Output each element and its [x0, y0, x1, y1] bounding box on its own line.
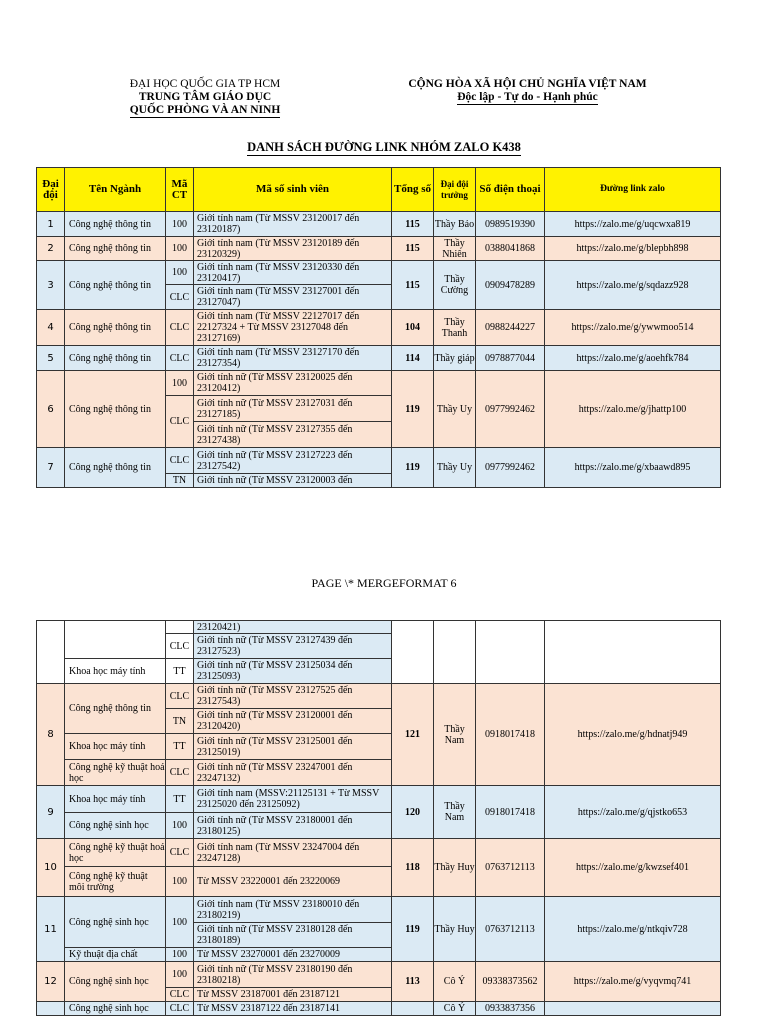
table-row — [37, 897, 721, 923]
nganh-cell: Khoa học máy tính — [65, 734, 166, 760]
zalo-link[interactable]: https://zalo.me/g/qjstko653 — [545, 786, 721, 839]
table-row — [37, 962, 721, 988]
ct-cell: CLC — [166, 634, 194, 659]
zalo-link[interactable]: https://zalo.me/g/kwzsef401 — [545, 839, 721, 897]
table-row — [37, 261, 721, 285]
ct-cell: TN — [166, 709, 194, 734]
col-header-tong: Tổng số — [392, 168, 434, 212]
mssv-cell: Từ MSSV 23187001 đến 23187121 — [194, 988, 392, 1002]
leader-cell: Thầy giáp — [434, 346, 476, 371]
col-header-nganh: Tên Ngành — [65, 168, 166, 212]
nganh-cell: Công nghệ kỹ thuật môi trường — [65, 867, 166, 897]
mssv-cell: 23120421) — [194, 621, 392, 634]
mssv-cell: Giới tính nữ (Từ MSSV 23180001 đến 23180125) — [194, 813, 392, 839]
zalo-link-table-page-2 — [36, 620, 721, 1016]
ct-cell: 100 — [166, 237, 194, 261]
mssv-cell: Từ MSSV 23220001 đến 23220069 — [194, 867, 392, 897]
ct-cell: CLC — [166, 684, 194, 709]
phone-cell: 0977992462 — [476, 448, 545, 488]
mssv-cell: Giới tính nữ (Từ MSSV 23127439 đến 23127523) — [194, 634, 392, 659]
nganh-cell: Kỹ thuật địa chất — [65, 948, 166, 962]
mssv-cell: Giới tính nữ (Từ MSSV 23180128 đến 23180189) — [194, 923, 392, 948]
ct-cell: TT — [166, 786, 194, 813]
leader-cell: Thầy Thanh — [434, 310, 476, 346]
zalo-link[interactable]: https://zalo.me/g/ywwmoo514 — [545, 310, 721, 346]
total-cell: 120 — [392, 786, 434, 839]
nganh-cell: Công nghệ thông tin — [65, 346, 166, 371]
total-cell: 115 — [392, 261, 434, 310]
nganh-cell: Công nghệ thông tin — [65, 261, 166, 310]
ct-cell: TN — [166, 474, 194, 488]
table-row — [37, 621, 721, 634]
phone-cell: 0988244227 — [476, 310, 545, 346]
nganh-cell: Khoa học máy tính — [65, 786, 166, 813]
table-row — [37, 371, 721, 396]
doi-number: 5 — [37, 346, 65, 371]
total-cell: 114 — [392, 346, 434, 371]
total-cell: 118 — [392, 839, 434, 897]
doi-number: 7 — [37, 448, 65, 488]
mssv-cell: Giới tính nữ (Từ MSSV 23247001 đến 23247132) — [194, 760, 392, 786]
col-header-mssv: Mã số sinh viên — [194, 168, 392, 212]
zalo-link[interactable]: https://zalo.me/g/ntkqiv728 — [545, 897, 721, 962]
nganh-cell: Công nghệ sinh học — [65, 1002, 166, 1016]
leader-cell: Thầy Huy — [434, 839, 476, 897]
mssv-cell: Giới tính nam (Từ MSSV 22127017 đến 22127324 + Từ MSSV 23127048 đến 23127169) — [194, 310, 392, 346]
phone-cell: 0763712113 — [476, 839, 545, 897]
issuer-line-1: ĐẠI HỌC QUỐC GIA TP HCM — [129, 78, 281, 90]
nganh-cell: Công nghệ kỹ thuật hoá học — [65, 839, 166, 867]
ct-cell: CLC — [166, 310, 194, 346]
doi-number: 1 — [37, 212, 65, 237]
nganh-cell: Khoa học máy tính — [65, 659, 166, 684]
table-row — [37, 346, 721, 371]
ct-cell: 100 — [166, 948, 194, 962]
ct-cell: 100 — [166, 212, 194, 237]
mssv-cell: Giới tính nam (Từ MSSV 23120189 đến 23120329) — [194, 237, 392, 261]
ct-cell: 100 — [166, 261, 194, 285]
ct-cell: 100 — [166, 962, 194, 988]
ct-cell: 100 — [166, 867, 194, 897]
ct-cell: TT — [166, 659, 194, 684]
nganh-cell: Công nghệ thông tin — [65, 684, 166, 734]
table-row — [37, 237, 721, 261]
doi-number: 10 — [37, 839, 65, 897]
leader-cell: Thầy Cường — [434, 261, 476, 310]
nganh-cell: Công nghệ kỹ thuật hoá học — [65, 760, 166, 786]
zalo-link[interactable]: https://zalo.me/g/aoehfk784 — [545, 346, 721, 371]
phone-cell: 0989519390 — [476, 212, 545, 237]
nganh-cell: Công nghệ thông tin — [65, 212, 166, 237]
zalo-link[interactable]: https://zalo.me/g/vyqvmq741 — [545, 962, 721, 1002]
mssv-cell: Từ MSSV 23187122 đến 23187141 — [194, 1002, 392, 1016]
mssv-cell: Giới tính nam (Từ MSSV 23180010 đến 23180219) — [194, 897, 392, 923]
doi-number: 11 — [37, 897, 65, 962]
ct-cell: CLC — [166, 760, 194, 786]
leader-cell: Thầy Huy — [434, 897, 476, 962]
issuer-line-2: TRUNG TÂM GIÁO DỤC — [138, 91, 272, 103]
mssv-cell: Từ MSSV 23270001 đến 23270009 — [194, 948, 392, 962]
table-row — [37, 212, 721, 237]
page-field-code: PAGE \* MERGEFORMAT 6 — [311, 576, 457, 590]
total-cell: 115 — [392, 237, 434, 261]
mssv-cell: Giới tính nam (Từ MSSV 23127001 đến 23127047) — [194, 285, 392, 310]
doi-number: 9 — [37, 786, 65, 839]
total-cell: 104 — [392, 310, 434, 346]
col-header-doi: Đại đội — [37, 168, 65, 212]
mssv-cell: Giới tính nam (Từ MSSV 23120017 đến 23120187) — [194, 212, 392, 237]
mssv-cell: Giới tính nữ (Từ MSSV 23180190 đến 23180218) — [194, 962, 392, 988]
doi-number: 8 — [37, 684, 65, 786]
national-motto-block — [385, 78, 670, 105]
motto-line-1: CỘNG HÒA XÃ HỘI CHỦ NGHĨA VIỆT NAM — [408, 78, 647, 90]
phone-cell: 0978877044 — [476, 346, 545, 371]
ct-cell: CLC — [166, 285, 194, 310]
table-row — [37, 310, 721, 346]
table-row — [37, 1002, 721, 1016]
zalo-link[interactable]: https://zalo.me/g/uqcwxa819 — [545, 212, 721, 237]
leader-cell: Thầy Nam — [434, 684, 476, 786]
zalo-link[interactable]: https://zalo.me/g/sqdazz928 — [545, 261, 721, 310]
mssv-cell: Giới tính nam (Từ MSSV 23247004 đến 23247128) — [194, 839, 392, 867]
ct-cell: 100 — [166, 813, 194, 839]
issuer-block — [100, 78, 310, 118]
phone-cell: 09338373562 — [476, 962, 545, 1002]
leader-cell: Thầy Uy — [434, 371, 476, 448]
total-cell: 115 — [392, 212, 434, 237]
ct-cell: 100 — [166, 371, 194, 396]
ct-cell: CLC — [166, 839, 194, 867]
mssv-cell: Giới tính nữ (Từ MSSV 23120025 đến 23120412) — [194, 371, 392, 396]
ct-cell: CLC — [166, 1002, 194, 1016]
col-header-sdt: Số điện thoại — [476, 168, 545, 212]
mssv-cell: Giới tính nữ (Từ MSSV 23120001 đến 23120420) — [194, 709, 392, 734]
nganh-cell: Công nghệ thông tin — [65, 310, 166, 346]
mssv-cell: Giới tính nữ (Từ MSSV 23127031 đến 23127185) — [194, 396, 392, 422]
issuer-line-3: QUỐC PHÒNG VÀ AN NINH — [129, 104, 281, 116]
mssv-cell: Giới tính nữ (Từ MSSV 23127223 đến 23127542) — [194, 448, 392, 474]
nganh-cell: Công nghệ thông tin — [65, 237, 166, 261]
doi-number: 3 — [37, 261, 65, 310]
leader-cell: Thầy Uy — [434, 448, 476, 488]
total-cell: 121 — [392, 684, 434, 786]
doi-number: 2 — [37, 237, 65, 261]
mssv-cell: Giới tính nữ (Từ MSSV 23120003 đến — [194, 474, 392, 488]
nganh-cell: Công nghệ thông tin — [65, 371, 166, 448]
table-row — [37, 786, 721, 813]
total-cell: 119 — [392, 897, 434, 962]
total-cell: 119 — [392, 371, 434, 448]
ct-cell: 100 — [166, 897, 194, 948]
zalo-link-table-page-1 — [36, 167, 721, 488]
table-row — [37, 448, 721, 474]
mssv-cell: Giới tính nữ (Từ MSSV 23127355 đến 23127438) — [194, 422, 392, 448]
leader-cell: Thầy Bảo — [434, 212, 476, 237]
phone-cell: 0933837356 — [476, 1002, 545, 1016]
total-cell: 119 — [392, 448, 434, 488]
nganh-cell: Công nghệ sinh học — [65, 897, 166, 948]
mssv-cell: Giới tính nữ (Từ MSSV 23127525 đến 23127543) — [194, 684, 392, 709]
col-header-link: Đường link zalo — [545, 168, 721, 212]
ct-cell: CLC — [166, 346, 194, 371]
zalo-link[interactable]: https://zalo.me/g/jhattp100 — [545, 371, 721, 448]
phone-cell: 0763712113 — [476, 897, 545, 962]
col-header-mact: Mã CT — [166, 168, 194, 212]
mssv-cell: Giới tính nữ (Từ MSSV 23125001 đến 23125019) — [194, 734, 392, 760]
doi-number: 6 — [37, 371, 65, 448]
leader-cell: Cô Ý — [434, 1002, 476, 1016]
document-title: DANH SÁCH ĐƯỜNG LINK NHÓM ZALO K438 — [247, 140, 521, 154]
mssv-cell: Giới tính nữ (Từ MSSV 23125034 đến 23125093) — [194, 659, 392, 684]
mssv-cell: Giới tính nam (Từ MSSV 23120330 đến 23120417) — [194, 261, 392, 285]
leader-cell: Thầy Nhiên — [434, 237, 476, 261]
doi-number: 4 — [37, 310, 65, 346]
ct-cell: CLC — [166, 448, 194, 474]
ct-cell: CLC — [166, 396, 194, 448]
nganh-cell: Công nghệ thông tin — [65, 448, 166, 488]
phone-cell: 0909478289 — [476, 261, 545, 310]
nganh-cell: Công nghệ sinh học — [65, 813, 166, 839]
nganh-cell: Công nghệ sinh học — [65, 962, 166, 1002]
mssv-cell: Giới tính nam (MSSV:21125131 + Từ MSSV 23125020 đến 23125092) — [194, 786, 392, 813]
phone-cell: 0918017418 — [476, 684, 545, 786]
motto-line-2: Độc lập - Tự do - Hạnh phúc — [457, 91, 598, 103]
ct-cell: CLC — [166, 988, 194, 1002]
zalo-link[interactable]: https://zalo.me/g/hdnatj949 — [545, 684, 721, 786]
leader-cell: Cô Ý — [434, 962, 476, 1002]
phone-cell: 0918017418 — [476, 786, 545, 839]
mssv-cell: Giới tính nam (Từ MSSV 23127170 đến 23127354) — [194, 346, 392, 371]
zalo-link[interactable]: https://zalo.me/g/xbaawd895 — [545, 448, 721, 488]
doi-number: 12 — [37, 962, 65, 1002]
total-cell: 113 — [392, 962, 434, 1002]
table-row — [37, 839, 721, 867]
zalo-link[interactable]: https://zalo.me/g/blepbh898 — [545, 237, 721, 261]
leader-cell: Thầy Nam — [434, 786, 476, 839]
phone-cell: 0977992462 — [476, 371, 545, 448]
col-header-dai-doi-truong: Đại đội trưởng — [434, 168, 476, 212]
phone-cell: 0388041868 — [476, 237, 545, 261]
ct-cell: TT — [166, 734, 194, 760]
table-row — [37, 684, 721, 709]
